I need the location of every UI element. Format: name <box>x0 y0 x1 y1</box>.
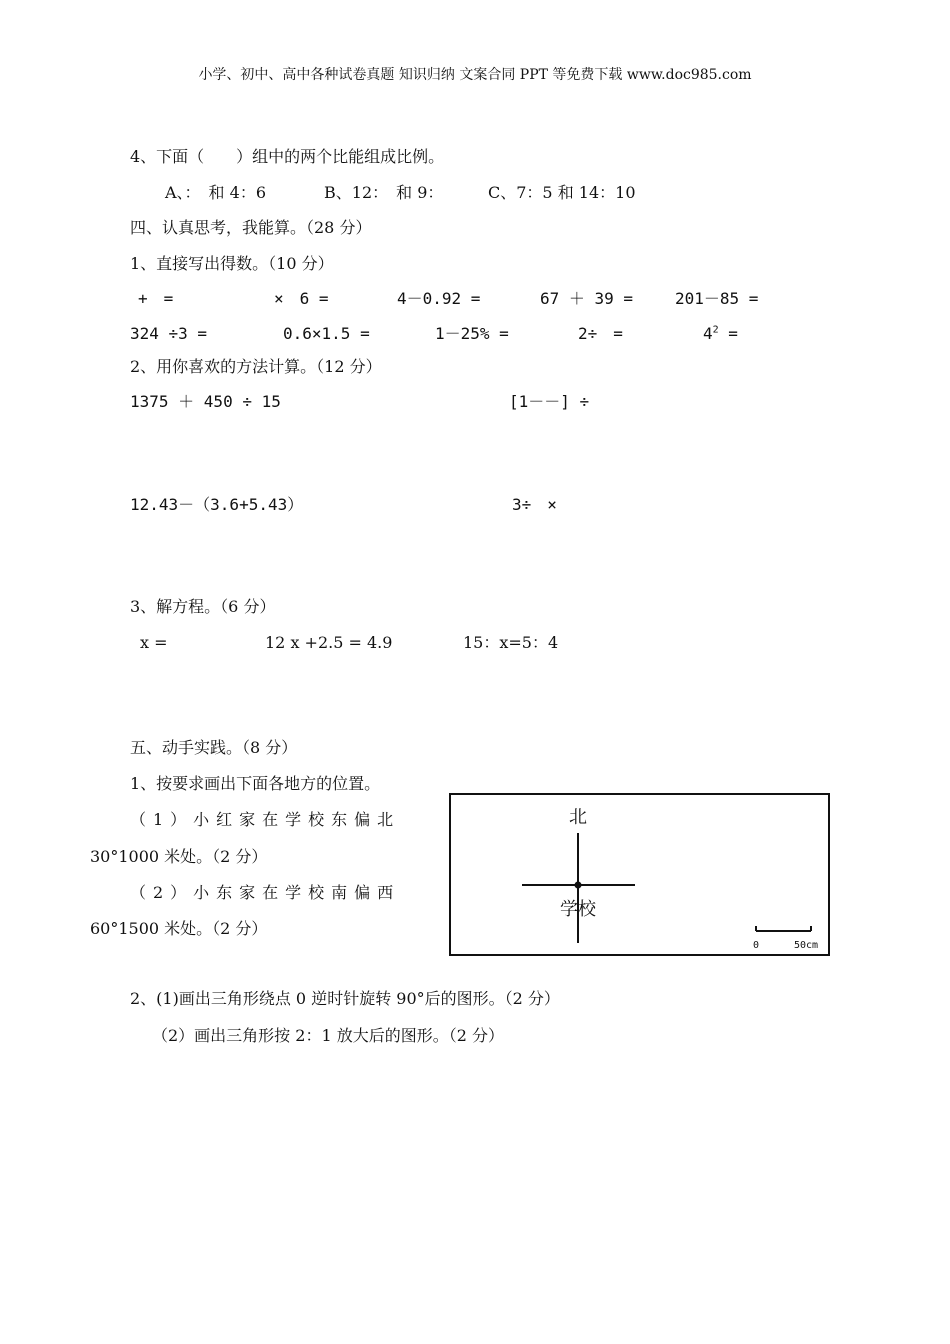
school-point <box>575 882 582 889</box>
calc-item: 201－85 = <box>675 289 759 308</box>
page-header: 小学、初中、高中各种试卷真题 知识归纳 文案合同 PPT 等免费下载 www.doc985.com <box>198 67 752 83</box>
calc-item: 4－0.92 = <box>397 289 481 308</box>
power-exponent: 2 <box>712 324 719 336</box>
scale-start-label: 0 <box>752 940 760 951</box>
north-label: 北 <box>569 807 587 827</box>
calc-item: 1－25% = <box>435 324 509 343</box>
q4-prompt: 4、下面（ ）组中的两个比能组成比例。 <box>130 147 445 166</box>
q4-option-c: C、7：5 和 14：10 <box>488 183 636 202</box>
calc-item: 2÷ = <box>578 324 623 343</box>
compute-item: [1－－] ÷ <box>509 392 590 411</box>
s5-q2-line1: 2、(1)画出三角形绕点 0 逆时针旋转 90°后的图形。（2 分） <box>130 989 560 1008</box>
compute-item: 12.43－（3.6+5.43） <box>130 495 304 514</box>
compute-item: 3÷ × <box>512 495 557 514</box>
s5-q1-part2-line2: 60°1500 米处。（2 分） <box>90 919 268 938</box>
power-equals: = <box>718 324 738 343</box>
calc-item: × 6 = <box>274 289 329 308</box>
q1-title: 1、直接写出得数。（10 分） <box>130 254 334 273</box>
equation-item: 15：x=5：4 <box>463 633 559 652</box>
equation-item: x = <box>140 633 168 652</box>
equation-item: 12 x +2.5 = 4.9 <box>265 633 393 652</box>
q3-title: 3、解方程。（6 分） <box>130 597 276 616</box>
s5-q1-title: 1、按要求画出下面各地方的位置。 <box>130 774 381 793</box>
section5-title: 五、动手实践。（8 分） <box>130 738 298 757</box>
calc-item: + = <box>138 289 174 308</box>
calc-item: 0.6×1.5 = <box>283 324 370 343</box>
q2-title: 2、用你喜欢的方法计算。（12 分） <box>130 357 382 376</box>
calc-item-power <box>703 326 738 342</box>
q4-option-a: A、： 和 4：6 <box>165 183 267 202</box>
school-label: 学校 <box>560 899 596 919</box>
s5-q1-part2-line1: （2）小东家在学校南偏西 <box>130 883 401 902</box>
school-direction-diagram <box>449 793 830 956</box>
calc-item: 324 ÷3 = <box>130 324 208 343</box>
s5-q2-line2: （2）画出三角形按 2：1 放大后的图形。（2 分） <box>152 1026 504 1045</box>
s5-q1-part1-line2: 30°1000 米处。（2 分） <box>90 847 268 866</box>
s5-q1-part1-line1: （1）小红家在学校东偏北 <box>130 810 401 829</box>
power-base: 4 <box>703 324 713 343</box>
scale-end-label: 50cm <box>793 940 819 951</box>
calc-item: 67 ＋ 39 = <box>540 289 634 308</box>
q4-option-b: B、12： 和 9： <box>324 183 444 202</box>
section4-title: 四、认真思考，我能算。（28 分） <box>130 218 372 237</box>
compute-item: 1375 ＋ 450 ÷ 15 <box>130 392 281 411</box>
